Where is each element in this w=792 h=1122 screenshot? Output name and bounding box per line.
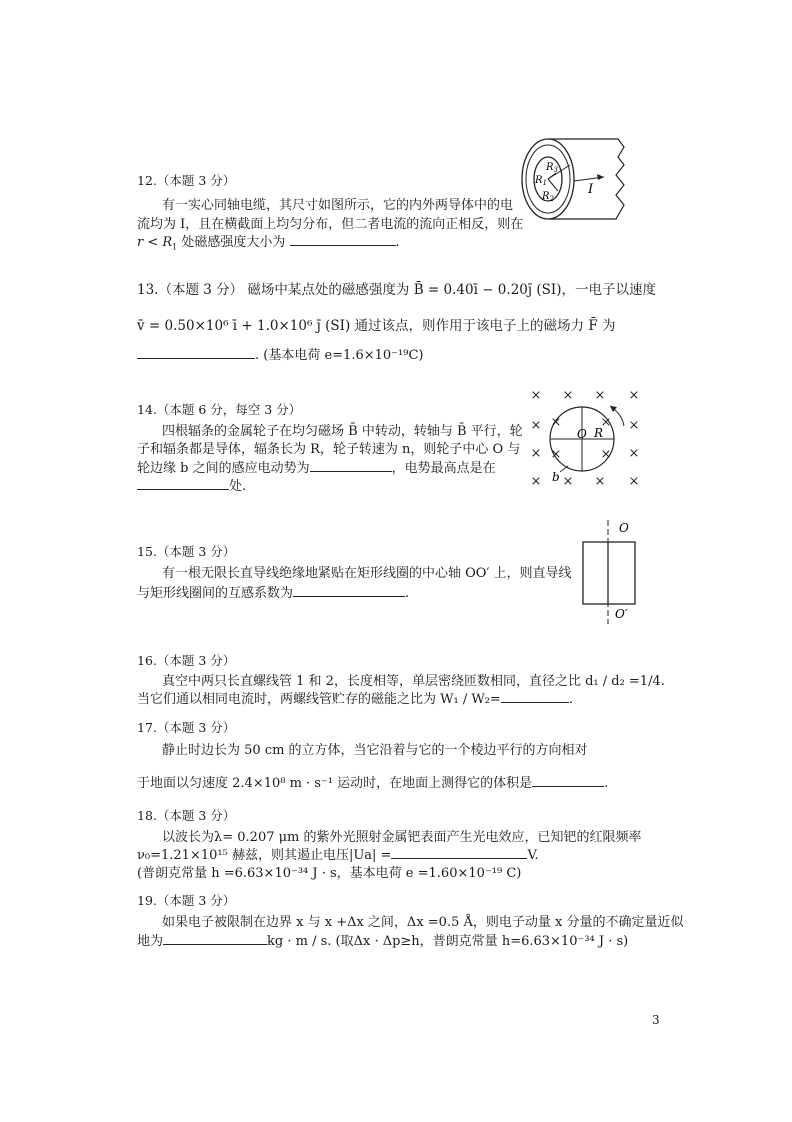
svg-text:×: × bbox=[628, 474, 640, 489]
q17-line2: 于地面以匀速度 2.4×10⁸ m · s⁻¹ 运动时，在地面上测得它的体积是 . bbox=[137, 776, 609, 791]
wheel-center-label: O bbox=[577, 427, 587, 441]
axis-bottom-label: O′ bbox=[615, 607, 628, 621]
q15-line2: 与矩形线圈间的互感系数为 . bbox=[137, 586, 410, 601]
q16-line2: 当它们通以相同电流时，两螺线管贮存的磁能之比为 W₁ / W₂= . bbox=[137, 692, 573, 707]
fig-r1-label: R bbox=[535, 175, 543, 186]
q13-answer-blank[interactable] bbox=[137, 346, 255, 359]
q12-line3: $r < R_1$ 处磁感强度大小为 . bbox=[137, 235, 400, 252]
coaxial-cable-figure bbox=[508, 133, 628, 233]
fig-r2-label: R bbox=[542, 191, 550, 202]
axis-top-label: O bbox=[619, 521, 629, 535]
q18-answer-blank[interactable] bbox=[391, 846, 527, 859]
svg-text:×: × bbox=[600, 415, 612, 430]
q18-line1: 以波长为λ= 0.207 μm 的紫外光照射金属钯表面产生光电效应，已知钯的红限频率 bbox=[162, 830, 642, 845]
q16-answer-blank[interactable] bbox=[501, 690, 569, 703]
q12-header: 12.（本题 3 分） bbox=[137, 173, 236, 188]
svg-text:×: × bbox=[594, 474, 606, 489]
q18-line2: ν₀=1.21×10¹⁵ 赫兹，则其遏止电压|Ua| = V. bbox=[137, 848, 539, 863]
q16-line1: 真空中两只长直螺线管 1 和 2，长度相等，单层密绕匝数相同，直径之比 d₁ / d₂ =1/4. bbox=[162, 674, 665, 689]
q15-header: 15.（本题 3 分） bbox=[137, 544, 236, 559]
q14-line3: 轮边缘 b 之间的感应电动势为 ，电势最高点是在 bbox=[137, 461, 496, 476]
q12-line2: 流均为 I，且在横截面上均匀分布，但二者电流的流向正相反，则在 bbox=[137, 217, 524, 232]
svg-text:R2: $R_2$ bbox=[542, 191, 554, 203]
svg-text:×: × bbox=[628, 388, 640, 403]
q19-answer-blank[interactable] bbox=[163, 932, 267, 945]
q14-line4: 处. bbox=[137, 475, 246, 494]
svg-text:×: × bbox=[530, 388, 542, 403]
svg-text:×: × bbox=[600, 447, 612, 462]
q12-line1: 有一实心同轴电缆，其尺寸如图所示，它的内外两导体中的电 bbox=[162, 198, 514, 213]
svg-text:×: × bbox=[562, 474, 574, 489]
q12-answer-blank[interactable] bbox=[290, 233, 396, 246]
q16-header: 16.（本题 3 分） bbox=[137, 653, 236, 668]
q19-line1: 如果电子被限制在边界 x 与 x +Δx 之间，Δx =0.5 Å，则电子动量 x 分量的不确定量近似 bbox=[162, 915, 684, 930]
q14-answer-blank-1[interactable] bbox=[310, 459, 392, 472]
svg-text:×: × bbox=[530, 474, 542, 489]
q14-answer-blank-2[interactable] bbox=[137, 477, 229, 490]
fig-current-label: I bbox=[588, 182, 594, 197]
svg-text:R3: $R_3$ bbox=[546, 162, 558, 174]
svg-text:×: × bbox=[594, 388, 606, 403]
q18-line3: (普朗克常量 h =6.63×10⁻³⁴ J · s，基本电荷 e =1.60×10⁻¹⁹ C) bbox=[137, 866, 522, 881]
coil-figure bbox=[575, 518, 645, 628]
q17-answer-blank[interactable] bbox=[532, 774, 604, 787]
q14-line1: 四根辐条的金属轮子在均匀磁场 B̄ 中转动，转轴与 B̄ 平行，轮 bbox=[162, 424, 523, 439]
q13-line2: v̄ = 0.50×10⁶ ī + 1.0×10⁶ j̄ (SI) 通过该点，则作用于该电子上的磁场力 F̄ 为 bbox=[137, 318, 616, 334]
page-number: 3 bbox=[652, 1013, 660, 1027]
svg-text:×: × bbox=[530, 418, 542, 433]
svg-text:R1: $R_1$ bbox=[535, 175, 547, 187]
svg-text:×: × bbox=[562, 388, 574, 403]
q18-header: 18.（本题 3 分） bbox=[137, 808, 236, 823]
svg-text:×: × bbox=[550, 447, 562, 462]
wheel-edge-label: b bbox=[552, 470, 560, 484]
svg-text:×: × bbox=[530, 446, 542, 461]
q14-header: 14.（本题 6 分，每空 3 分） bbox=[137, 402, 302, 417]
q14-line2: 子和辐条都是导体，辐条长为 R，轮子转速为 n，则轮子中心 O 与 bbox=[137, 442, 521, 457]
fig-r3-label: R bbox=[546, 162, 554, 173]
q15-answer-blank[interactable] bbox=[293, 584, 405, 597]
svg-text:×: × bbox=[628, 446, 640, 461]
svg-text:×: × bbox=[628, 418, 640, 433]
wheel-figure bbox=[522, 384, 652, 494]
q19-header: 19.（本题 3 分） bbox=[137, 893, 236, 908]
wheel-radius-label: R bbox=[594, 426, 604, 440]
q17-header: 17.（本题 3 分） bbox=[137, 720, 236, 735]
svg-text:×: × bbox=[550, 415, 562, 430]
q17-line1: 静止时边长为 50 cm 的立方体，当它沿着与它的一个棱边平行的方向相对 bbox=[162, 743, 588, 758]
q13-line1: 13.（本题 3 分） 磁场中某点处的磁感强度为 B̄ = 0.40ī − 0.20j̄ (SI)，一电子以速度 bbox=[137, 282, 656, 298]
q19-line2: 地为 kg · m / s. (取Δx · Δp≥h，普朗克常量 h=6.63×10⁻³⁴ J · s) bbox=[137, 934, 629, 949]
q15-line1: 有一根无限长直导线绝缘地紧贴在矩形线圈的中心轴 OO′ 上，则直导线 bbox=[162, 566, 572, 581]
q13-line3: . (基本电荷 e=1.6×10⁻¹⁹C) bbox=[137, 344, 423, 363]
